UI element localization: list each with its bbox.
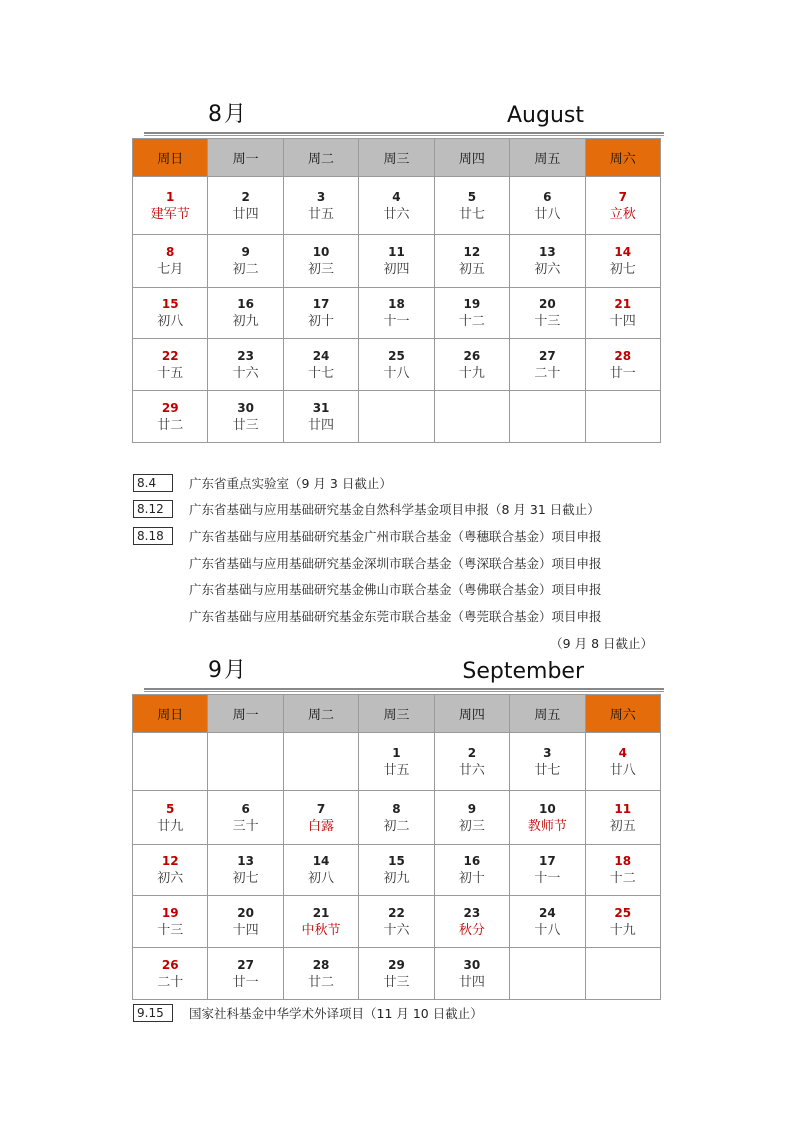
lunar-date: 初三 — [308, 262, 335, 277]
lunar-date: 立秋 — [609, 206, 636, 222]
day-cell — [510, 791, 585, 845]
day-cell — [283, 177, 358, 235]
day-cell — [283, 896, 358, 948]
lunar-date: 十三 — [157, 922, 184, 938]
day-number: 20 — [538, 297, 556, 311]
day-cell — [133, 791, 208, 845]
day-number: 17 — [312, 297, 330, 311]
note-9-15 — [133, 1004, 483, 1022]
weekday-header: 周日 — [133, 695, 208, 733]
lunar-date: 廿一 — [232, 974, 259, 990]
lunar-date: 白露 — [308, 818, 335, 834]
week-row — [133, 288, 661, 339]
lunar-date: 初九 — [383, 871, 410, 886]
day-number: 21 — [614, 297, 632, 311]
day-cell — [283, 391, 358, 443]
lunar-date: 三十 — [232, 818, 259, 834]
lunar-date: 廿三 — [383, 974, 410, 990]
august-calendar — [132, 138, 661, 443]
lunar-date: 初七 — [232, 871, 259, 886]
day-cell — [208, 391, 283, 443]
lunar-date: 初八 — [157, 314, 184, 329]
day-cell — [434, 288, 509, 339]
august-rule-thin — [144, 135, 664, 136]
weekday-header-row — [133, 139, 661, 177]
lunar-date: 十八 — [534, 922, 561, 938]
day-number: 9 — [241, 245, 250, 259]
day-number: 1 — [392, 745, 401, 760]
day-cell — [133, 845, 208, 896]
day-number: 14 — [312, 854, 330, 868]
lunar-date: 十七 — [308, 365, 335, 381]
weekday-header: 周六 — [585, 139, 660, 177]
weekday-header: 周五 — [510, 695, 585, 733]
lunar-date: 廿四 — [458, 974, 485, 990]
lunar-date: 建军节 — [150, 206, 190, 222]
lunar-date: 十二 — [609, 871, 636, 886]
week-row — [133, 791, 661, 845]
day-number: 28 — [312, 957, 330, 972]
day-number: 29 — [388, 957, 405, 972]
day-number: 19 — [161, 905, 179, 920]
september-rule — [144, 688, 664, 690]
day-cell — [359, 845, 434, 896]
note-text: 广东省基础与应用基础研究基金自然科学基金项目申报（8 月 31 日截止） — [189, 502, 600, 517]
day-number: 23 — [237, 348, 254, 363]
day-cell — [208, 177, 283, 235]
weekday-header: 周三 — [359, 139, 434, 177]
lunar-date: 初八 — [308, 871, 335, 886]
day-number: 21 — [312, 905, 330, 920]
day-cell — [133, 391, 208, 443]
day-cell — [359, 791, 434, 845]
lunar-date: 二十 — [534, 365, 561, 381]
lunar-date: 十四 — [232, 922, 259, 938]
weekday-header: 周二 — [283, 695, 358, 733]
august-title-cn: 8月 — [208, 102, 248, 127]
lunar-date: 廿五 — [308, 206, 335, 222]
day-number: 2 — [467, 745, 477, 760]
lunar-date: 廿一 — [609, 365, 636, 381]
empty-day-cell — [510, 948, 585, 1000]
week-row — [133, 733, 661, 791]
lunar-date: 初五 — [609, 818, 636, 834]
day-cell — [585, 896, 660, 948]
september-rule-thin — [144, 691, 664, 692]
lunar-date: 廿八 — [609, 762, 636, 778]
day-number: 4 — [392, 189, 401, 204]
day-cell — [283, 235, 358, 288]
weekday-header-row — [133, 695, 661, 733]
lunar-date: 初四 — [383, 262, 410, 277]
day-cell — [359, 177, 434, 235]
lunar-date: 中秋节 — [301, 922, 341, 938]
september-header — [140, 654, 660, 688]
day-cell — [434, 733, 509, 791]
lunar-date: 十五 — [157, 365, 184, 381]
day-number: 5 — [166, 801, 175, 816]
lunar-date: 十八 — [383, 365, 410, 381]
day-cell — [585, 235, 660, 288]
day-number: 14 — [614, 245, 632, 259]
day-cell — [359, 235, 434, 288]
day-number: 26 — [161, 957, 179, 972]
empty-day-cell — [585, 391, 660, 443]
day-cell — [434, 948, 509, 1000]
day-cell — [434, 791, 509, 845]
note-date-tag: 9.15 — [133, 1004, 173, 1022]
lunar-date: 初二 — [232, 262, 259, 277]
day-number: 20 — [237, 905, 254, 920]
september-title-cn: 9月 — [208, 658, 248, 683]
day-cell — [585, 733, 660, 791]
day-cell — [359, 339, 434, 391]
lunar-date: 十六 — [383, 922, 410, 938]
weekday-header: 周二 — [283, 139, 358, 177]
day-number: 27 — [538, 348, 556, 363]
day-number: 25 — [388, 348, 405, 363]
week-row — [133, 948, 661, 1000]
day-cell — [208, 288, 283, 339]
day-cell — [283, 791, 358, 845]
day-cell — [434, 896, 509, 948]
day-cell — [510, 177, 585, 235]
note-8-18-line-4: 广东省基础与应用基础研究基金东莞市联合基金（粤莞联合基金）项目申报 — [189, 609, 602, 624]
note-8-4 — [133, 474, 392, 492]
day-number: 16 — [463, 854, 481, 868]
week-row — [133, 339, 661, 391]
weekday-header: 周一 — [208, 695, 283, 733]
september-calendar — [132, 694, 661, 1000]
lunar-date: 廿九 — [157, 818, 184, 834]
day-cell — [283, 845, 358, 896]
day-cell — [359, 896, 434, 948]
lunar-date: 廿八 — [534, 206, 561, 222]
note-text: 广东省基础与应用基础研究基金广州市联合基金（粤穗联合基金）项目申报 — [189, 529, 602, 544]
day-number: 6 — [241, 801, 250, 816]
day-number: 8 — [392, 801, 401, 816]
lunar-date: 廿七 — [458, 206, 485, 222]
day-number: 12 — [161, 854, 179, 868]
day-cell — [510, 235, 585, 288]
lunar-date: 二十 — [157, 974, 184, 990]
day-cell — [359, 288, 434, 339]
day-number: 5 — [467, 189, 477, 204]
day-cell — [133, 177, 208, 235]
empty-day-cell — [434, 391, 509, 443]
weekday-header: 周六 — [585, 695, 660, 733]
empty-day-cell — [359, 391, 434, 443]
day-number: 17 — [538, 854, 556, 868]
day-cell — [510, 288, 585, 339]
week-row — [133, 177, 661, 235]
lunar-date: 十九 — [458, 365, 485, 381]
day-number: 15 — [161, 297, 179, 311]
day-cell — [434, 235, 509, 288]
note-date-tag: 8.4 — [133, 474, 173, 492]
weekday-header: 周四 — [434, 139, 509, 177]
day-number: 11 — [388, 245, 405, 259]
day-number: 11 — [614, 801, 632, 816]
day-number: 18 — [614, 854, 632, 868]
day-number: 30 — [237, 400, 254, 415]
day-cell — [434, 177, 509, 235]
lunar-date: 十六 — [232, 365, 259, 381]
lunar-date: 廿四 — [232, 206, 259, 222]
lunar-date: 初十 — [458, 871, 485, 886]
empty-day-cell — [283, 733, 358, 791]
day-cell — [585, 339, 660, 391]
lunar-date: 十一 — [383, 314, 410, 329]
lunar-date: 十四 — [609, 314, 636, 329]
day-number: 30 — [463, 957, 481, 972]
note-text: 广东省重点实验室（9 月 3 日截止） — [189, 476, 392, 491]
day-number: 23 — [463, 905, 481, 920]
lunar-date: 初五 — [458, 262, 485, 277]
day-number: 27 — [237, 957, 254, 972]
day-number: 6 — [543, 189, 552, 204]
week-row — [133, 235, 661, 288]
empty-day-cell — [208, 733, 283, 791]
day-number: 2 — [241, 189, 250, 204]
weekday-header: 周五 — [510, 139, 585, 177]
day-cell — [283, 288, 358, 339]
lunar-date: 廿五 — [383, 762, 410, 778]
week-row — [133, 896, 661, 948]
day-number: 12 — [463, 245, 481, 259]
day-number: 18 — [388, 297, 405, 311]
day-number: 13 — [538, 245, 556, 259]
weekday-header: 周四 — [434, 695, 509, 733]
day-number: 8 — [166, 245, 175, 259]
day-number: 25 — [614, 905, 632, 920]
day-cell — [208, 339, 283, 391]
lunar-date: 初十 — [308, 314, 335, 329]
lunar-date: 初六 — [534, 262, 561, 277]
day-cell — [585, 177, 660, 235]
day-number: 13 — [237, 854, 254, 868]
day-cell — [133, 948, 208, 1000]
note-date-tag: 8.12 — [133, 500, 173, 518]
day-cell — [359, 948, 434, 1000]
day-number: 26 — [463, 348, 481, 363]
lunar-date: 廿七 — [534, 762, 561, 778]
lunar-date: 廿三 — [232, 417, 259, 433]
day-number: 7 — [316, 801, 326, 816]
day-cell — [208, 845, 283, 896]
day-number: 28 — [614, 348, 632, 363]
lunar-date: 初六 — [157, 871, 184, 886]
day-number: 9 — [467, 801, 477, 816]
lunar-date: 廿六 — [383, 206, 410, 222]
day-number: 19 — [463, 297, 481, 311]
lunar-date: 初九 — [232, 314, 259, 329]
week-row — [133, 845, 661, 896]
day-cell — [510, 896, 585, 948]
lunar-date: 初二 — [383, 818, 410, 834]
note-8-12 — [133, 500, 600, 518]
day-number: 7 — [618, 189, 627, 204]
day-cell — [585, 845, 660, 896]
note-8-18 — [133, 527, 602, 545]
day-cell — [208, 896, 283, 948]
lunar-date: 十一 — [534, 871, 561, 886]
day-number: 10 — [538, 801, 556, 816]
note-8-18-line-2: 广东省基础与应用基础研究基金深圳市联合基金（粤深联合基金）项目申报 — [189, 556, 602, 571]
day-cell — [283, 339, 358, 391]
august-rule — [144, 132, 664, 134]
day-cell — [434, 339, 509, 391]
day-number: 16 — [237, 297, 254, 311]
weekday-header: 周一 — [208, 139, 283, 177]
day-cell — [510, 733, 585, 791]
day-cell — [510, 339, 585, 391]
day-cell — [208, 791, 283, 845]
day-number: 3 — [316, 189, 326, 204]
day-number: 24 — [312, 348, 330, 363]
day-cell — [359, 733, 434, 791]
day-cell — [133, 896, 208, 948]
day-number: 1 — [166, 189, 175, 204]
note-text: 国家社科基金中华学术外译项目（11 月 10 日截止） — [189, 1006, 483, 1021]
day-cell — [510, 845, 585, 896]
september-title-en: September — [462, 659, 584, 684]
lunar-date: 初七 — [609, 262, 636, 277]
empty-day-cell — [133, 733, 208, 791]
day-cell — [585, 288, 660, 339]
day-cell — [434, 845, 509, 896]
day-number: 10 — [312, 245, 330, 259]
lunar-date: 十九 — [609, 922, 636, 938]
empty-day-cell — [585, 948, 660, 1000]
day-number: 3 — [543, 745, 552, 760]
note-8-18-line-3: 广东省基础与应用基础研究基金佛山市联合基金（粤佛联合基金）项目申报 — [189, 582, 602, 597]
weekday-header: 周三 — [359, 695, 434, 733]
note-date-tag: 8.18 — [133, 527, 173, 545]
lunar-date: 初三 — [458, 818, 485, 834]
day-cell — [133, 235, 208, 288]
lunar-date: 秋分 — [458, 922, 485, 938]
lunar-date: 十二 — [458, 314, 485, 329]
lunar-date: 廿二 — [157, 417, 184, 433]
weekday-header: 周日 — [133, 139, 208, 177]
lunar-date: 十三 — [534, 314, 561, 329]
day-number: 24 — [538, 905, 556, 920]
day-cell — [283, 948, 358, 1000]
lunar-date: 廿四 — [308, 417, 335, 433]
lunar-date: 廿六 — [458, 762, 485, 778]
day-cell — [585, 791, 660, 845]
august-header — [140, 98, 660, 132]
lunar-date: 廿二 — [308, 974, 335, 990]
day-number: 29 — [161, 400, 179, 415]
lunar-date: 教师节 — [527, 818, 567, 834]
august-title-en: August — [507, 103, 584, 128]
day-number: 15 — [388, 854, 405, 868]
note-8-18-deadline: （9 月 8 日截止） — [550, 636, 653, 651]
day-cell — [208, 948, 283, 1000]
week-row — [133, 391, 661, 443]
day-number: 22 — [161, 348, 179, 363]
empty-day-cell — [510, 391, 585, 443]
day-number: 22 — [388, 905, 405, 920]
day-cell — [133, 288, 208, 339]
day-cell — [208, 235, 283, 288]
lunar-date: 七月 — [157, 262, 184, 277]
day-number: 4 — [618, 745, 627, 760]
day-number: 31 — [312, 400, 330, 415]
day-cell — [133, 339, 208, 391]
